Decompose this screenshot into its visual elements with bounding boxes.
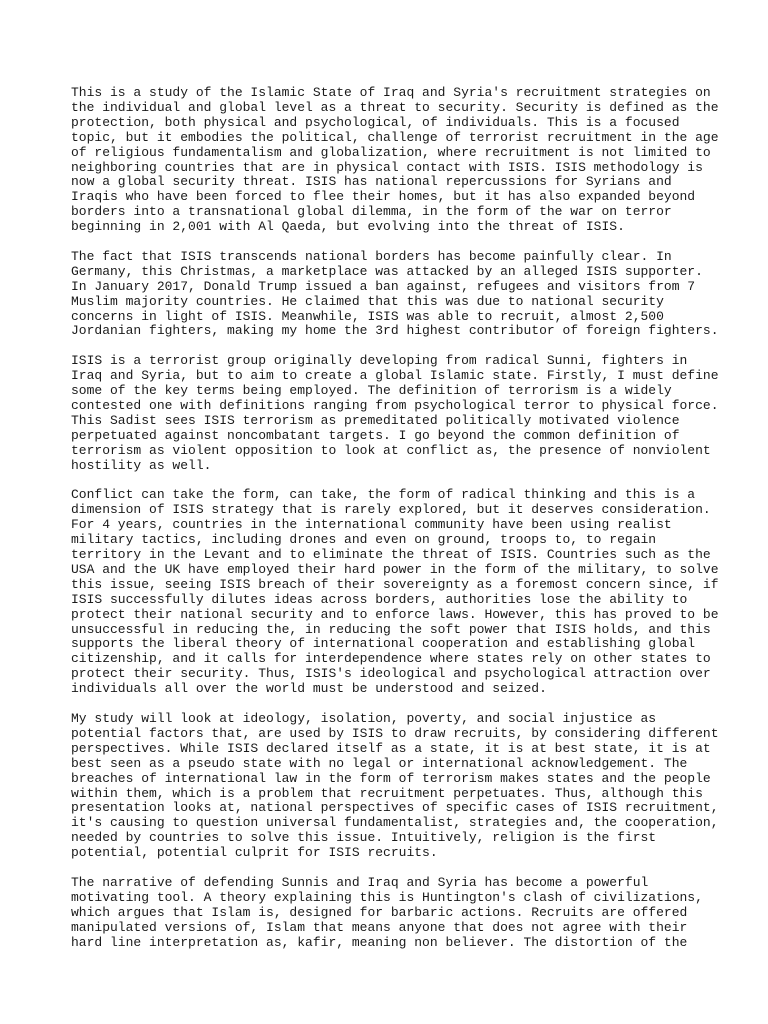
paragraph-narrative: The narrative of defending Sunnis and Iraq and Syria has become a powerful motivating tool. A theory explaining this is Huntington's clash of civilizations, which argues that Islam is, designed for barbaric actions. Recruits are offered manipulated versions of, Islam that means anyone that does not agree with their hard line interpretation as, kafir, meaning non believer. The distortion of the: [71, 874, 703, 950]
paragraph-study-scope: My study will look at ideology, isolation, poverty, and social injustice as potential factors that, are used by ISIS to draw recruits, by considering different perspectives. While ISIS declared itself as a state, it is at best state, it is at best seen as a pseudo state with no legal or international acknowledgement. The breaches of international law in the form of terrorism makes states and the people within them, which is a problem that recruitment perpetuates. Thus, although this presentation looks at, national perspectives of specific cases of ISIS recruitment, it's causing to question universal fundamentalist, strategies and, the cooperation, needed by countries to solve this issue. Intuitively, religion is the first potential, potential culprit for ISIS recruits.: [71, 711, 719, 861]
paragraph-conflict: Conflict can take the form, can take, the form of radical thinking and this is a dimension of ISIS strategy that is rarely explored, but it deserves consideration. For 4 years, countries in the international community have been using realist military tactics, including drones and even on ground, troops to, to regain territory in the Levant and to eliminate the threat of ISIS. Countries such as the USA and the UK have employed their hard power in the form of the military, to solve this issue, seeing ISIS breach of their sovereignty as a foremost concern since, if ISIS successfully dilutes ideas across borders, authorities lose the ability to protect their national security and to enforce laws. However, this has proved to be unsuccessful in reducing the, in reducing the soft power that ISIS holds, and this supports the liberal theory of international cooperation and establishing global citizenship, and it calls for interdependence where states rely on other states to protect their security. Thus, ISIS's ideological and psychological attraction over individuals all over the world must be understood and seized.: [71, 487, 719, 697]
document-page: [71, 85, 719, 965]
paragraph-definition: ISIS is a terrorist group originally developing from radical Sunni, fighters in Iraq and Syria, but to aim to create a global Islamic state. Firstly, I must define some of the key terms being employed. The definition of terrorism is a widely contested one with definitions ranging from psychological terror to physical force. This Sadist sees ISIS terrorism as premeditated politically motivated violence perpetuated against noncombatant targets. I go beyond the common definition of terrorism as violent opposition to look at conflict as, the presence of nonviolent hostility as well.: [71, 353, 719, 473]
paragraph-intro: This is a study of the Islamic State of Iraq and Syria's recruitment strategies on the individual and global level as a threat to security. Security is defined as the protection, both physical and psychological, of individuals. This is a focused topic, but it embodies the political, challenge of terrorist recruitment in the age of religious fundamentalism and globalization, where recruitment is not limited to neighboring countries that are in physical contact with ISIS. ISIS methodology is now a global security threat. ISIS has national repercussions for Syrians and Iraqis who have been forced to flee their homes, but it has also expanded beyond borders into a transnational global dilemma, in the form of the war on terror beginning in 2,001 with Al Qaeda, but evolving into the threat of ISIS.: [71, 85, 719, 235]
paragraph-borders: The fact that ISIS transcends national borders has become painfully clear. In Germany, this Christmas, a marketplace was attacked by an alleged ISIS supporter. In January 2017, Donald Trump issued a ban against, refugees and visitors from 7 Muslim majority countries. He claimed that this was due to national security concerns in light of ISIS. Meanwhile, ISIS was able to recruit, almost 2,500 Jordanian fighters, making my home the 3rd highest contributor of foreign fighters.: [71, 248, 719, 339]
